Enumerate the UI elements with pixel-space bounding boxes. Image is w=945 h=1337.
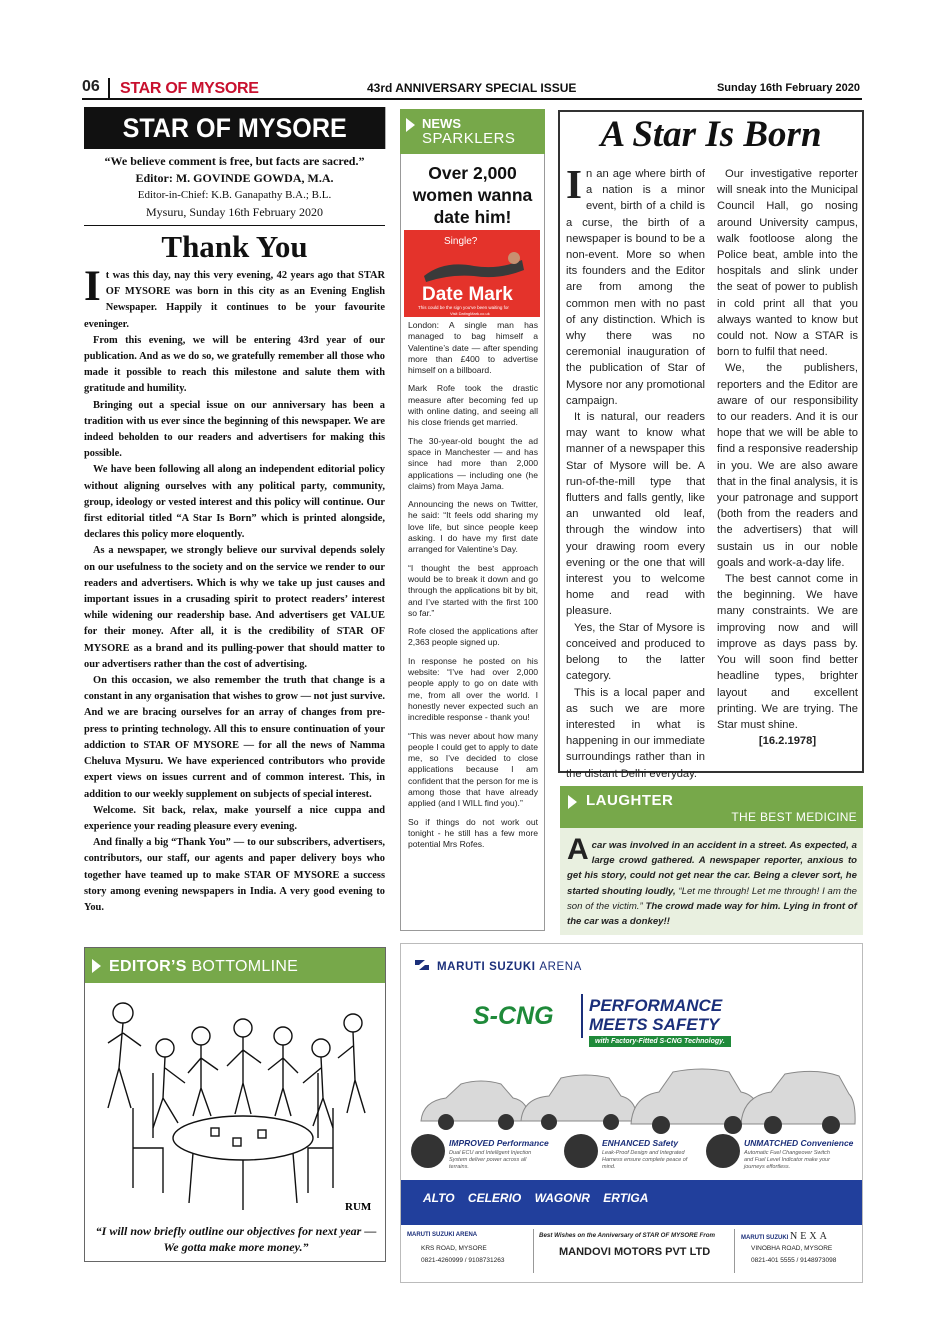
editorial-masthead-text: STAR OF MYSORE bbox=[122, 113, 347, 143]
dealer-brand-right bbox=[741, 1231, 830, 1242]
news-sparklers-body bbox=[408, 320, 538, 857]
star-is-born-column-2 bbox=[717, 166, 858, 749]
star-is-born-title: A Star Is Born bbox=[600, 114, 822, 155]
bottomline-title-light: BOTTOMLINE bbox=[191, 958, 299, 975]
paragraph-text: t was this day, nay this very evening, 42 years ago that STAR OF MYSORE was born in this city as an Evening English Newspaper. Happily it continues to be your favourite eveninger. bbox=[84, 270, 385, 330]
cars-lineup-image bbox=[411, 1046, 856, 1136]
image-text-sub: This could be the sign you've been waiting for bbox=[418, 305, 509, 310]
model-name: WAGONR bbox=[534, 1191, 590, 1205]
star-paragraph: This is a local paper and as such we are more interested in what is happening in our immediate surroundings rather than in the distant Delhi everyday. bbox=[566, 686, 705, 780]
image-text-date-mark: Date Mark bbox=[422, 284, 513, 305]
editorial-body bbox=[84, 263, 385, 916]
news-paragraph: In response he posted on his website: “I’ve had over 2,000 people apply to go on date with me, from all over the world. I honestly never expected such an incredible response - thank you! bbox=[408, 655, 538, 723]
editor-in-chief-line: Editor-in-Chief: K.B. Ganapathy B.A.; B.L. bbox=[137, 189, 332, 201]
news-sparklers-headline: Over 2,000 women wanna date him! bbox=[412, 163, 533, 227]
car-icon bbox=[411, 1134, 445, 1168]
triangle-icon bbox=[406, 118, 415, 132]
bottomline-box bbox=[84, 947, 386, 1262]
news-paragraph: London: A single man has managed to bag himself a Valentine’s date — after spending more than £400 to advertise himself on a billboard. bbox=[408, 320, 538, 376]
ad-product bbox=[473, 1002, 554, 1031]
cartoonist-signature: RUM bbox=[345, 1201, 372, 1213]
page-number: 06 bbox=[82, 78, 110, 100]
news-sparklers-title-line2: SPARKLERS bbox=[422, 130, 516, 147]
dateline: Mysuru, Sunday 16th February 2020 bbox=[146, 205, 323, 219]
divider bbox=[734, 1229, 735, 1273]
ad-tagline-2: MEETS SAFETY bbox=[589, 1015, 720, 1034]
shield-icon bbox=[564, 1134, 598, 1168]
drop-cap: I bbox=[566, 161, 582, 207]
maruti-suzuki-advert[interactable] bbox=[400, 943, 863, 1283]
star-is-born-column-1 bbox=[566, 161, 705, 782]
issue-label: 43rd ANNIVERSARY SPECIAL ISSUE bbox=[367, 81, 577, 95]
laughter-joke bbox=[567, 833, 857, 929]
editorial-paragraph: And finally a big “Thank You” — to our subscribers, advertisers, contributors, our staff, our agents and paper delivery boys who together have teamed up to make STAR OF MYSORE a success story among evening newspapers in India. A very good evening to You. bbox=[84, 837, 385, 913]
editorial-paragraph: Welcome. Sit back, relax, make yourself a nice cuppa and experience your reading pleasure every evening. bbox=[84, 804, 385, 832]
original-date: [16.2.1978] bbox=[758, 735, 817, 748]
ad-tagline-1: PERFORMANCE bbox=[589, 996, 723, 1015]
ad-model-list bbox=[401, 1180, 862, 1225]
ad-brand bbox=[413, 958, 582, 973]
paragraph-text: n an age where birth of a nation is a minor event, birth of a child is a curse, the birth of a newspaper is bound to be a non-event. More so when its founders and the Editor are from among the common men with no past of any distinction. Which is why there was no ceremonial inauguration of the publication of Star of Mysore nor any promotional campaign. bbox=[566, 168, 705, 407]
divider bbox=[84, 225, 385, 226]
cartoon-illustration bbox=[93, 988, 379, 1218]
joke-quote: “Let me through! Let me through! I am the son of the victim.” bbox=[567, 885, 857, 912]
editorial-paragraph bbox=[84, 263, 385, 333]
image-text-single: Single? bbox=[444, 236, 478, 247]
bottomline-header bbox=[85, 948, 385, 983]
dealer-phone-right: 0821-401 5555 / 9148973098 bbox=[751, 1257, 837, 1264]
feature-title: UNMATCHED Convenience bbox=[744, 1138, 854, 1148]
editorial-headline: Thank You bbox=[161, 229, 308, 264]
date-mark-billboard-image bbox=[404, 230, 540, 317]
cartoon-caption: “I will now briefly outline our objectives for next year — We gotta make more money.” bbox=[95, 1224, 377, 1254]
dealer-brand-right-text: MARUTI SUZUKI bbox=[741, 1235, 789, 1241]
dealer-address-left: KRS ROAD, MYSORE bbox=[421, 1245, 487, 1252]
joke-text-2: The crowd made way for him. Lying in front of the car was a donkey!! bbox=[567, 900, 857, 928]
news-paragraph: “I thought the best approach would be to break it down and go through the applications bit by bit, and I’ve started with the first 100 so far.” bbox=[408, 562, 538, 618]
laughter-title: LAUGHTER bbox=[586, 792, 674, 809]
laughter-subtitle: THE BEST MEDICINE bbox=[731, 810, 857, 824]
star-paragraph: It is natural, our readers may want to know what manner of a newspaper this Star of Mysore will be. A run-of-the-mill type that flutters and falls gently, like an unwanted old leaf, through the window into your drawing room every evening or the one that will interest you to welcome home and read with pleasure. bbox=[566, 411, 705, 618]
editor-line: Editor: M. GOVINDE GOWDA, M.A. bbox=[135, 171, 334, 185]
ad-footer bbox=[401, 1225, 862, 1283]
editorial-paragraph: On this occasion, we also remember the truth that change is a constant in any organisation that wishes to grow — not just survive. And we are bracing ourselves for an array of changes from pre-press to printing technology. All this to ensure continuation of your addiction to STAR OF MYSORE — for all the news of Namma Cheluva Mysuru. We have experienced contributors who provide expert views on issues current and of common interest. This, in addition to our weekly supplement on subjects of special interest. bbox=[84, 675, 385, 800]
star-paragraph: We, the publishers, reporters and the Editor are aware of our responsibility to our readers. And it is our hope that we will be able to find a responsive readership in you. We are also aware that in the final analysis, it is your patronage and support (both from the readers and the advertisers) that will sustain us in our noble goals and work-a-day life. bbox=[717, 362, 858, 569]
bottomline-title-bold: EDITOR’S bbox=[109, 958, 187, 975]
divider bbox=[533, 1229, 534, 1273]
editorial-paragraph: As a newspaper, we strongly believe our survival depends solely on our usefulness to the society and on the service we render to our readers and advertisers. Which is why we take up just causes and important issues in a crusading spirit to protect readers’ interest while widening our readership base. And advertisers get VALUE for their money. After all, it is the credibility of STAR OF MYSORE as a brand and its pulling-power that should matter to our advertisers rather than the cost of advertising. bbox=[84, 545, 385, 670]
ad-product-text: S-CNG bbox=[473, 1002, 554, 1030]
news-paragraph: The 30-year-old bought the ad space in Manchester — and has since had more than 2,000 applications — including one (he claims) from Maya Jama. bbox=[408, 435, 538, 491]
star-paragraph bbox=[566, 161, 705, 409]
triangle-icon bbox=[92, 959, 101, 973]
dealer-address-right: VINOBHA ROAD, MYSORE bbox=[751, 1245, 833, 1252]
feature-desc: Automatic Fuel Changeover Switch and Fuel Level Indicator make your journeys effortless. bbox=[744, 1150, 830, 1170]
fuel-pump-icon bbox=[706, 1134, 740, 1168]
suzuki-logo-icon bbox=[413, 958, 431, 972]
star-paragraph: The best cannot come in the beginning. We have many constraints. We are improving now and will improve as days pass by. You will soon find better headline types, brighter layout and excellent printing. We are trying. The Star must shine. bbox=[717, 573, 858, 731]
dealer-phone-left: 0821-4260999 / 9108731263 bbox=[421, 1257, 505, 1264]
image-text-url: Visit DatingMark.co.uk bbox=[450, 311, 490, 316]
model-name: CELERIO bbox=[467, 1191, 522, 1205]
page-header bbox=[82, 78, 862, 100]
feature-title: IMPROVED Performance bbox=[449, 1138, 549, 1148]
dealer-brand-left: MARUTI SUZUKI ARENA bbox=[407, 1232, 478, 1238]
header-masthead: STAR OF MYSORE bbox=[120, 80, 259, 97]
news-paragraph: So if things do not work out tonight - he still has a few more potential Mrs Rofes. bbox=[408, 816, 538, 850]
news-paragraph: Announcing the news on Twitter, he said: “It feels odd sharing my love life, but since people keep asking. I do have my first date arranged for Valentine’s Day. bbox=[408, 499, 538, 555]
dealer-name: MANDOVI MOTORS PVT LTD bbox=[559, 1246, 711, 1258]
joke-text-1: car was involved in an accident in a street. As expected, a large crowd gathered. A newspaper reporter, anxious to get his story, could not get near the car. Being a clever sort, he started shouting loudly, bbox=[567, 840, 857, 897]
news-paragraph: “This was never about how many people I could get to apply to date me, so I’ve decided to close applications because I am confident that the person for me is among those that have already applied (and I WILL find you).” bbox=[408, 730, 538, 809]
news-sparklers-header bbox=[400, 109, 545, 154]
divider bbox=[581, 994, 583, 1038]
laughter-header bbox=[560, 786, 863, 828]
editorial-paragraph: We have been following all along an independent editorial policy without aligning ourselves with any political party, community, group, ideology or vested interest and this policy will continue. Our first editorial titled “A Star Is Born” which is printed alongside, declares this policy more eloquently. bbox=[84, 464, 385, 541]
feature-desc: Leak-Proof Design and Integrated Harness ensure complete peace of mind. bbox=[602, 1150, 688, 1170]
issue-date: Sunday 16th February 2020 bbox=[716, 82, 860, 94]
dealer-wishes: Best Wishes on the Anniversary of STAR OF MYSORE From bbox=[539, 1232, 715, 1239]
triangle-icon bbox=[568, 795, 577, 809]
model-name: ALTO bbox=[423, 1191, 455, 1205]
editorial-paragraph: From this evening, we will be entering 43rd year of our publication. And as we do so, we gratefully remember all those who made it possible to reach this milestone and salute them with gratitude and humility. bbox=[84, 334, 385, 395]
ad-sub-tagline: with Factory-Fitted S-CNG Technology. bbox=[589, 1036, 731, 1047]
editorial-paragraph: Bringing out a special issue on our anniversary has been a tradition with us ever since the beginning of this newspaper. We are indeed beholden to our readers and advertisers for making this possible. bbox=[84, 399, 385, 460]
star-paragraph: Yes, the Star of Mysore is conceived and produced to belong to the latter category. bbox=[566, 621, 705, 683]
ad-brand-suffix: ARENA bbox=[539, 961, 582, 973]
editorial-masthead bbox=[84, 107, 385, 149]
star-paragraph: Our investigative reporter will sneak into the Municipal Council Hall, go nosing around University campus, walk footloose along the Police beat, amble into the hospitals and slink under the seat of power to publish in cold print all that you always wanted to know but could not. Now a STAR is born to fulfil that need. bbox=[717, 168, 858, 359]
motto: “We believe comment is free, but facts are sacred.” bbox=[104, 154, 365, 168]
drop-cap: I bbox=[84, 263, 101, 310]
feature-title: ENHANCED Safety bbox=[602, 1138, 679, 1148]
feature-desc: Dual ECU and Intelligent Injection System deliver power across all terrains. bbox=[449, 1150, 532, 1170]
news-paragraph: Rofe closed the applications after 2,363 people signed up. bbox=[408, 626, 538, 648]
ad-tagline bbox=[589, 996, 722, 1034]
ad-brand-name: MARUTI SUZUKI bbox=[437, 961, 536, 973]
news-sparklers-title-line1: NEWS bbox=[422, 116, 461, 131]
model-name: ERTIGA bbox=[603, 1191, 649, 1205]
drop-cap: A bbox=[567, 833, 589, 866]
news-paragraph: Mark Rofe took the drastic measure after becoming fed up with online dating, and seeing all his close friends get married. bbox=[408, 383, 538, 428]
nexa-logo: NEXA bbox=[790, 1231, 830, 1242]
